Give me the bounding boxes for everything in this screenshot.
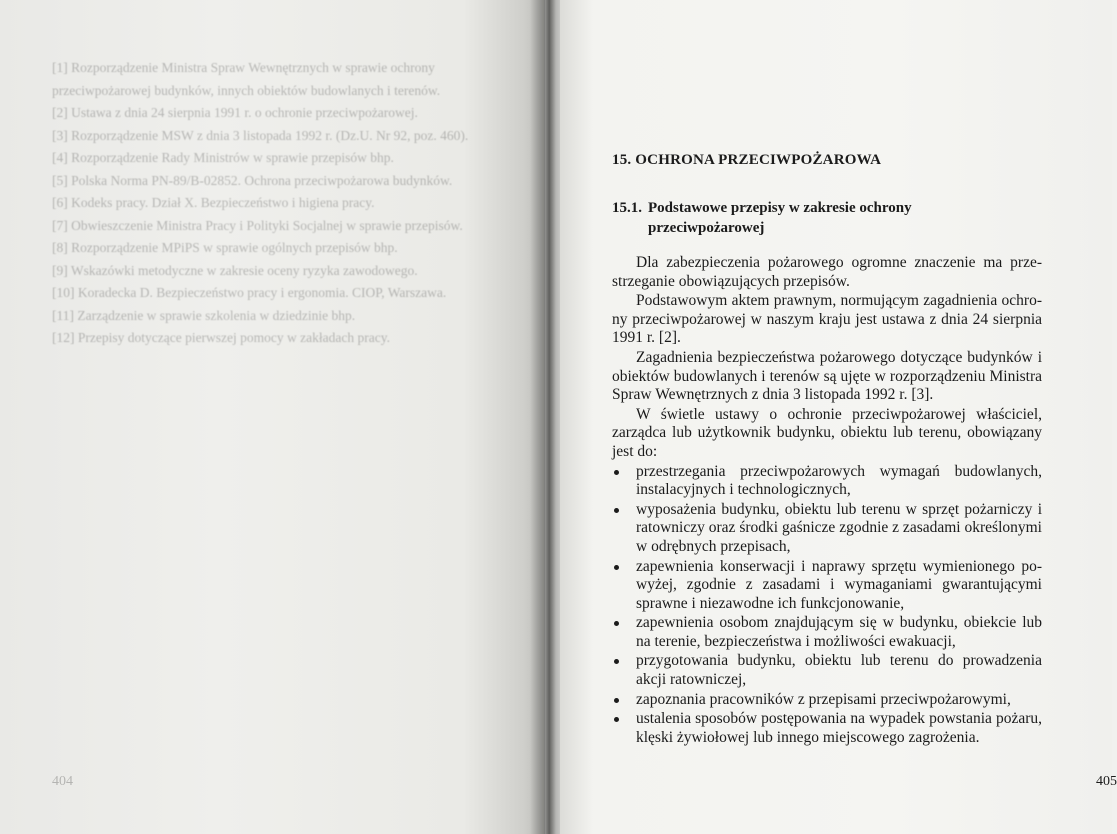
section-title-line-1: Podstawowe przepisy w zakresie ochrony (648, 200, 912, 216)
list-item-text: zapoznania pracowników z przepisami przeciwpożarowymi, (636, 690, 1011, 708)
list-item (612, 710, 1042, 747)
list-item-text: wyposażenia budynku, obiektu lub terenu w sprzęt pożarniczy i ratowniczy oraz środki gaśnicze zgodnie z zasadami określonymi w odrębnych przepisach, (636, 500, 1042, 555)
ghost-line: [8] Rozporządzenie MPiPS w sprawie ogólnych przepisów bhp. (52, 240, 398, 255)
list-item-text: zapewnienia osobom znajdującym się w budynku, obiekcie lub na terenie, bezpieczeństwa i możliwości ewakuacji, (636, 614, 1042, 650)
left-page (0, 0, 545, 834)
ghost-line: [4] Rozporządzenie Rady Ministrów w sprawie przepisów bhp. (52, 150, 394, 165)
ghost-line: [6] Kodeks pracy. Dział X. Bezpieczeństwo i higiena pracy. (52, 195, 375, 210)
bullet-icon (614, 621, 619, 626)
body-text (612, 254, 1042, 748)
list-item-text: ustalenia sposobów postępowania na wypadek powstania pożaru, klęski żywiołowej lub innego miejscowego zagrożenia. (636, 710, 1042, 746)
list-item-text: zapewnienia konserwacji i naprawy sprzętu wymienionego po-wyżej, zgodnie z zasadami i wymaganiami gwarantującymi sprawne i niezawodne ich funkcjonowanie, (636, 557, 1042, 612)
ghost-line: [10] Koradecka D. Bezpieczeństwo pracy i ergonomia. CIOP, Warszawa. (52, 285, 447, 300)
left-page-bleed-through-text (52, 58, 522, 351)
list-item-text: przygotowania budynku, obiektu lub terenu do prowadzenia akcji ratowniczej, (636, 652, 1042, 689)
page-number: 405 (1096, 774, 1117, 789)
right-page (560, 0, 1117, 834)
ghost-line: [1] Rozporządzenie Ministra Spraw Wewnętrznych w sprawie ochrony (52, 60, 435, 75)
section-number: 15.1. (612, 200, 642, 216)
list-item-text: przestrzegania przeciwpożarowych wymagań budowlanych, instalacyjnych i technologicznych, (636, 462, 1042, 499)
bullet-icon (614, 508, 619, 513)
bullet-icon (614, 659, 619, 664)
section-title (612, 198, 1042, 238)
list-item (612, 691, 1042, 710)
chapter-title: 15. OCHRONA PRZECIWPOŻAROWA (612, 152, 882, 168)
ghost-line: [3] Rozporządzenie MSW z dnia 3 listopada 1992 r. (Dz.U. Nr 92, poz. 460). (52, 127, 469, 143)
list-item (612, 501, 1042, 557)
section-title-line-2: przeciwpożarowej (648, 220, 765, 236)
obligations-list (612, 463, 1042, 748)
list-item (612, 463, 1042, 500)
ghost-line: [12] Przepisy dotyczące pierwszej pomocy w zakładach pracy. (52, 330, 390, 345)
bullet-icon (614, 698, 619, 703)
ghost-line: przeciwpożarowej budynków, innych obiektów budowlanych i terenów. (52, 82, 441, 98)
ghost-line: [11] Zarządzenie w sprawie szkolenia w dziedzinie bhp. (52, 307, 356, 323)
bullet-icon (614, 717, 619, 722)
paragraph: W świetle ustawy o ochronie przeciwpożarowej właściciel, zarządca lub użytkownik budynku, obiektu lub terenu, obowiązany jest do: (612, 405, 1042, 460)
list-item (612, 558, 1042, 614)
ghost-line: [2] Ustawa z dnia 24 sierpnia 1991 r. o ochronie przeciwpożarowej. (52, 105, 418, 120)
ghost-line: [7] Obwieszczenie Ministra Pracy i Polityki Socjalnej w sprawie przepisów. (52, 217, 463, 233)
paragraph: Podstawowym aktem prawnym, normującym zagadnienia ochro-ny przeciwpożarowej w naszym kraju jest ustawa z dnia 24 sierpnia 1991 r. [2]. (612, 292, 1042, 347)
left-page-number: 404 (52, 774, 73, 789)
ghost-line: [9] Wskazówki metodyczne w zakresie oceny ryzyka zawodowego. (52, 262, 418, 278)
paragraph: Dla zabezpieczenia pożarowego ogromne znaczenie ma prze-strzeganie obowiązujących przepisów. (612, 254, 1042, 290)
paragraph: Zagadnienia bezpieczeństwa pożarowego dotyczące budynków i obiektów budowlanych i terenów są ujęte w rozporządzeniu Ministra Spraw Wewnętrznych z dnia 3 listopada 1992 r. [3]. (612, 348, 1042, 404)
list-item (612, 652, 1042, 689)
bullet-icon (614, 470, 619, 475)
list-item (612, 614, 1042, 651)
bullet-icon (614, 565, 619, 570)
ghost-line: [5] Polska Norma PN-89/B-02852. Ochrona przeciwpożarowa budynków. (52, 172, 453, 188)
